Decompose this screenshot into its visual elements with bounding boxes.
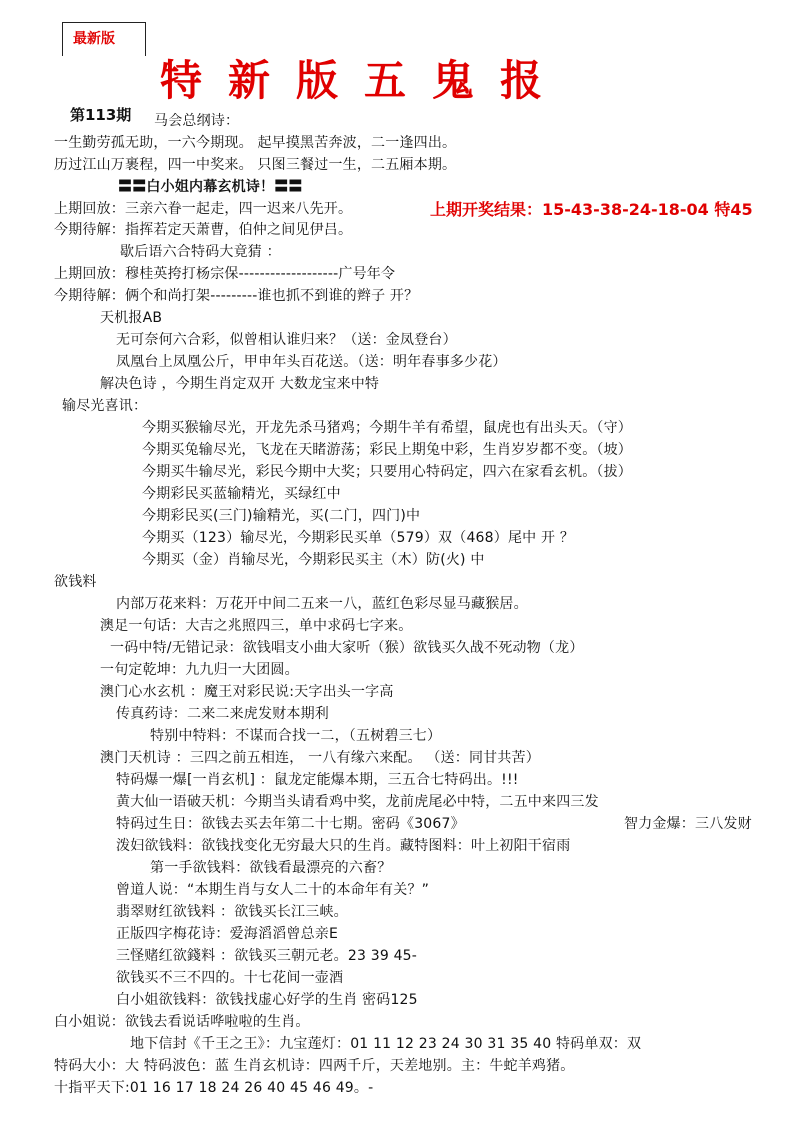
text-line: 今期买兔输尽光，飞龙在天睹游荡；彩民上期兔中彩，生肖岁岁都不变。（坡） (142, 442, 632, 458)
text-line: 澳门心水玄机 ：魔王对彩民说:天字出头一字高 (100, 684, 394, 700)
text-line: 澳门天机诗 ：三四之前五相连， 一八有缘六来配。 （送：同甘共苦） (100, 750, 540, 766)
text-line: 特码爆一爆[一肖玄机] ：鼠龙定能爆本期，三五合七特码出。!!! (116, 772, 519, 788)
text-line: 翡翠财红欲钱料 ：欲钱买长江三峡。 (116, 904, 348, 920)
text-line: 今期待解：俩个和尚打架---------谁也抓不到谁的辫子 开？ (54, 288, 419, 304)
section-heading: 天机报AB (100, 310, 163, 326)
text-line: 今期买牛输尽光，彩民今期中大奖；只要用心特码定，四六在家看玄机。（拔） (142, 464, 632, 480)
text-line: 白小姐说：欲钱去看说话哗啦啦的生肖。 (54, 1014, 310, 1030)
text-line: 黄大仙一语破天机：今期当头请看鸡中奖，龙前虎尾必中特，二五中来四三发 (116, 794, 599, 810)
page-title: 特新版五鬼报 (160, 56, 569, 105)
text-line: 三怪赌红欲錢料 ：欲钱买三朝元老。23 39 45- (116, 948, 418, 964)
text-line: 地下信封《千王之王》：九宝莲灯：01 11 12 23 24 30 31 35 40 特码单双：双 (130, 1036, 642, 1052)
text-line: 一生勤劳孤无助，一六今期现。 起早摸黑苦奔波，二一逢四出。 (54, 135, 457, 151)
text-line: 凤凰台上凤凰公斤，甲申年头百花送。（送：明年春事多少花） (116, 354, 507, 370)
text-line: 内部万花来料：万花开中间二五来一八，蓝红色彩尽显马藏猴居。 (116, 596, 528, 612)
text-line: 一句定乾坤：九九归一大团圆。 (100, 662, 299, 678)
text-line: 澳足一句话：大吉之兆照四三，单中求码七字来。 (100, 618, 413, 634)
text-line: 正版四字梅花诗：爱海滔滔曾总亲E (116, 926, 339, 942)
section-heading: 歇后语六合特码大竟猜 ： (120, 244, 281, 260)
text-line: 今期买猴输尽光，开龙先杀马猪鸡；今期牛羊有希望，鼠虎也有出头天。（守） (142, 420, 632, 436)
text-line: 一码中特/无错记录：欲钱唱支小曲大家听（猴）欲钱买久战不死动物（龙） (110, 640, 584, 656)
text-line: 今期买（金）肖输尽光，今期彩民买主（木）防(火) 中 (142, 552, 485, 568)
text-line: 特码过生日：欲钱去买去年第二十七期。密码《3067》 (116, 816, 465, 832)
poem-heading: 马会总纲诗： (154, 113, 240, 129)
text-line: 今期彩民买(三门)输精光，买(二门，四门)中 (142, 508, 421, 524)
text-line: 传真药诗：二来二来虎发财本期利 (116, 706, 329, 722)
text-line: 第一手欲钱料：欲钱看最漂亮的六畜？ (150, 860, 392, 876)
last-draw-result: 上期开奖结果：15-43-38-24-18-04 特45 (430, 200, 753, 219)
text-line: 白小姐欲钱料：欲钱找虚心好学的生肖 密码125 (116, 992, 418, 1008)
text-line: 今期待解：指挥若定天萧曹，伯仲之间见伊吕。 (54, 222, 353, 238)
text-line: 欲钱买不三不四的。十七花间一壶酒 (116, 970, 344, 986)
text-line: 特别中特料：不谋而合找一二，（五树碧三七） (150, 728, 442, 744)
issue-number: 第113期 (70, 106, 132, 124)
text-line: 曾道人说：“本期生肖与女人二十的本命年有关？” (116, 882, 430, 898)
text-line: 特码大小：大 特码波色：蓝 生肖玄机诗：四两千斤，天差地别。主：牛蛇羊鸡猪。 (54, 1058, 575, 1074)
text-line: 今期彩民买蓝输精光，买绿红中 (142, 486, 341, 502)
text-line: 上期回放：穆桂英挎打杨宗保-------------------广号年令 (54, 266, 396, 282)
text-line: 历过江山万裹程，四一中奖来。 只图三餐过一生，二五厢本期。 (54, 157, 457, 173)
section-heading: 输尽光喜讯： (62, 398, 148, 414)
edition-badge: 最新版 (62, 22, 146, 56)
text-line: 十指平天下:01 16 17 18 24 26 40 45 46 49。- (54, 1080, 374, 1096)
section-heading: 〓〓白小姐内幕玄机诗！〓〓 (118, 179, 303, 195)
text-line: 无可奈何六合彩，似曾相认谁归来？（送：金凤登台） (116, 332, 457, 348)
text-line: 智力金爆：三八发财 (624, 816, 752, 832)
text-line: 上期回放：三亲六眷一起走，四一迟来八先开。 (54, 201, 353, 217)
text-line: 解决色诗 ，今期生肖定双开 大数龙宝来中特 (100, 376, 380, 392)
text-line: 今期买（123）输尽光，今期彩民买单（579）双（468）尾中 开 ？ (142, 530, 575, 546)
section-heading: 欲钱料 (54, 574, 97, 590)
text-line: 泼妇欲钱料：欲钱找变化无穷最大只的生肖。藏特图料：叶上初阳干宿雨 (116, 838, 571, 854)
